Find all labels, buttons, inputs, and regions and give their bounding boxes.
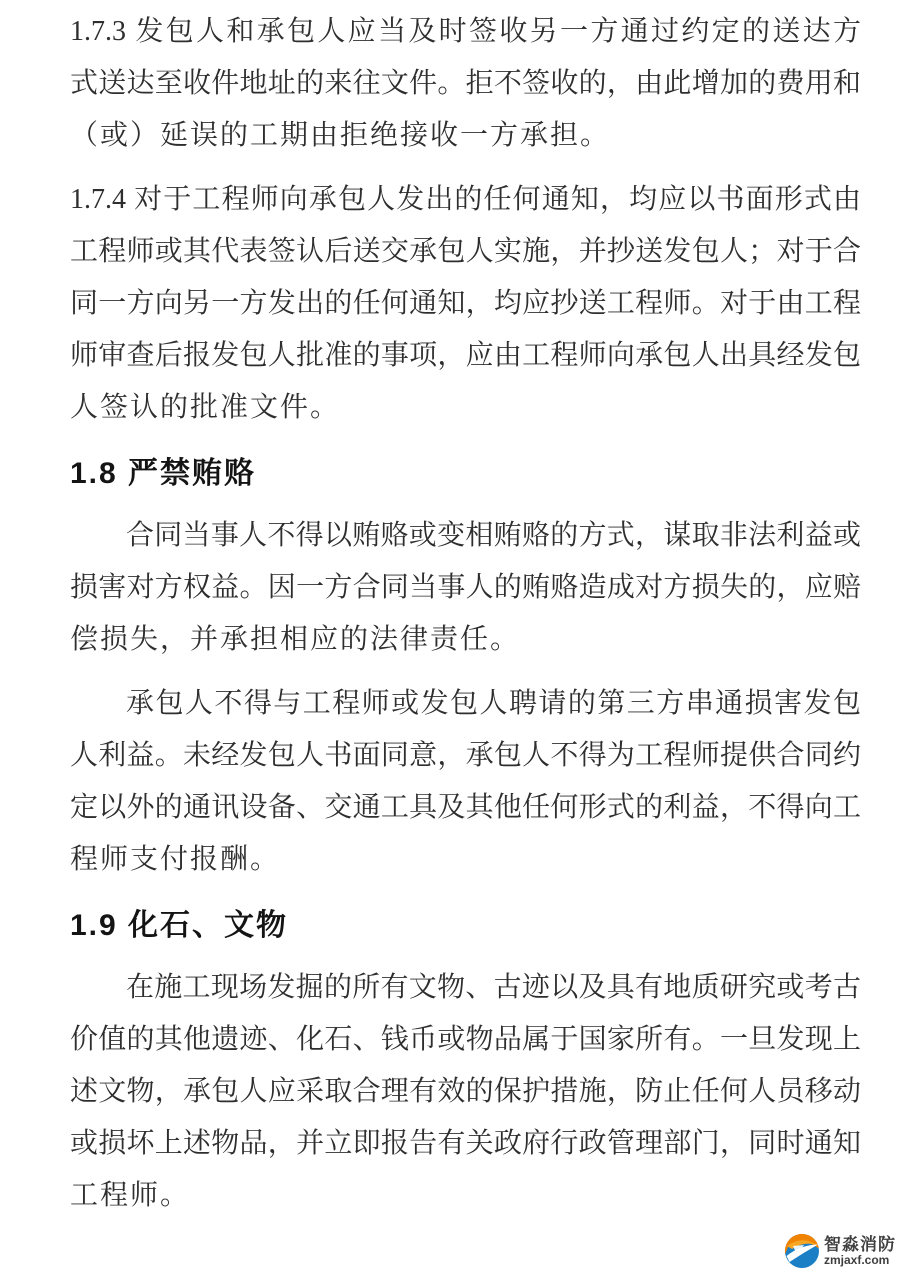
clause-1-7-3 bbox=[70, 6, 861, 162]
text-line: 偿损失，并承担相应的法律责任。 bbox=[70, 624, 521, 655]
brand-text-block bbox=[824, 1236, 896, 1266]
text-line: 工程师或其代表签认后送交承包人实施，并抄送发包人；对于合 bbox=[70, 236, 861, 267]
brand-domain: zmjaxf.com bbox=[824, 1252, 890, 1267]
text-line: 人签认的批准文件。 bbox=[70, 392, 341, 423]
text-line: 式送达至收件地址的来往文件。拒不签收的，由此增加的费用和 bbox=[70, 68, 861, 99]
text-line: 价值的其他遗迹、化石、钱币或物品属于国家所有。一旦发现上 bbox=[70, 1024, 861, 1055]
clause-1-9-paragraph-1 bbox=[70, 962, 861, 1222]
text-line: 承包人不得与工程师或发包人聘请的第三方串通损害发包 bbox=[126, 688, 861, 719]
clause-1-8-paragraph-2 bbox=[70, 678, 861, 886]
clause-1-8-paragraph-1 bbox=[70, 510, 861, 666]
text-line: 程师支付报酬。 bbox=[70, 844, 281, 875]
text-line: （或）延误的工期由拒绝接收一方承担。 bbox=[70, 120, 611, 151]
text-line: 1.7.4 对于工程师向承包人发出的任何通知，均应以书面形式由 bbox=[70, 184, 861, 215]
text-line: 同一方向另一方发出的任何通知，均应抄送工程师。对于由工程 bbox=[70, 288, 861, 319]
brand-watermark bbox=[784, 1233, 896, 1269]
zhimiao-logo-icon bbox=[784, 1233, 820, 1269]
text-line: 工程师。 bbox=[70, 1180, 191, 1211]
section-heading-1-9: 1.9 化石、文物 bbox=[70, 909, 289, 942]
text-line: 师审查后报发包人批准的事项，应由工程师向承包人出具经发包 bbox=[70, 340, 861, 371]
contract-text bbox=[70, 6, 861, 1234]
text-line: 定以外的通讯设备、交通工具及其他任何形式的利益，不得向工 bbox=[70, 792, 861, 823]
brand-name: 智淼消防 bbox=[824, 1234, 896, 1254]
text-line: 损害对方权益。因一方合同当事人的贿赂造成对方损失的，应赔 bbox=[70, 572, 861, 603]
clause-1-7-4 bbox=[70, 174, 861, 434]
text-line: 合同当事人不得以贿赂或变相贿赂的方式，谋取非法利益或 bbox=[126, 520, 861, 551]
section-heading-1-8: 1.8 严禁贿赂 bbox=[70, 457, 257, 490]
text-line: 人利益。未经发包人书面同意，承包人不得为工程师提供合同约 bbox=[70, 740, 861, 771]
text-line: 或损坏上述物品，并立即报告有关政府行政管理部门，同时通知 bbox=[70, 1128, 861, 1159]
text-line: 1.7.3 发包人和承包人应当及时签收另一方通过约定的送达方 bbox=[70, 16, 861, 47]
text-line: 在施工现场发掘的所有文物、古迹以及具有地质研究或考古 bbox=[126, 972, 861, 1003]
text-line: 述文物，承包人应采取合理有效的保护措施，防止任何人员移动 bbox=[70, 1076, 861, 1107]
